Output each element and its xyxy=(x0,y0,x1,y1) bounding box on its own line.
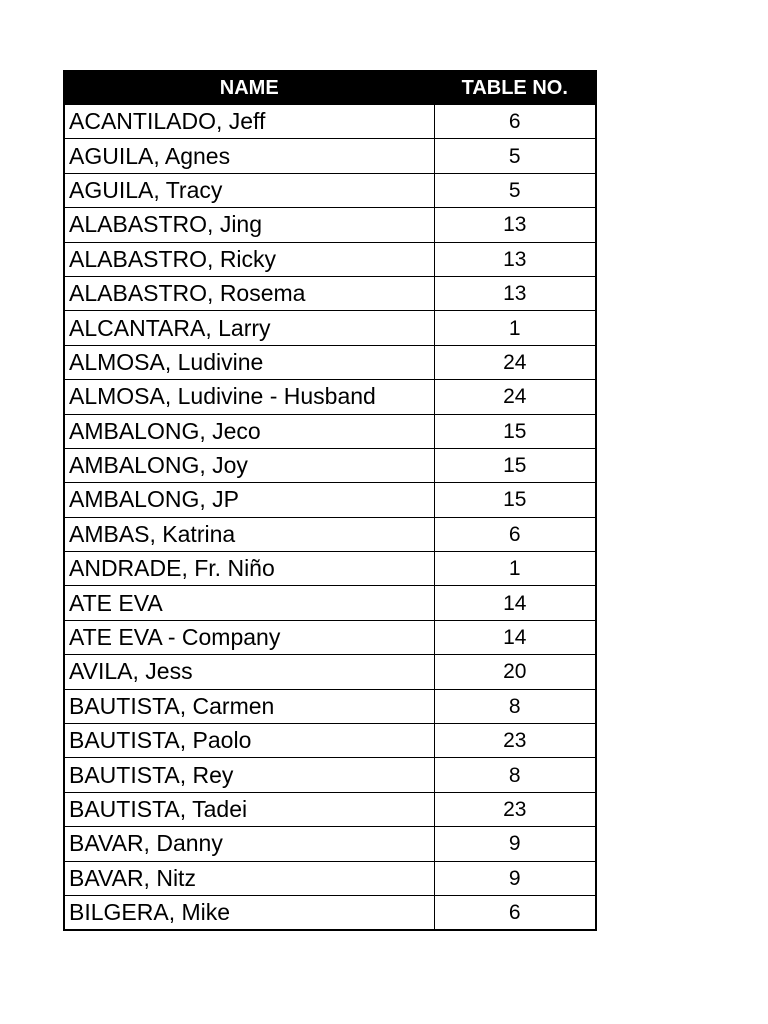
table-number-cell: 13 xyxy=(434,208,596,242)
guest-name-cell: ACANTILADO, Jeff xyxy=(64,105,434,139)
guest-name-cell: BAUTISTA, Rey xyxy=(64,758,434,792)
guest-name-cell: AVILA, Jess xyxy=(64,655,434,689)
table-row xyxy=(64,208,596,242)
guest-name-cell: AMBALONG, Jeco xyxy=(64,414,434,448)
guest-name-cell: ALABASTRO, Rosema xyxy=(64,276,434,310)
table-row xyxy=(64,414,596,448)
table-number-cell: 5 xyxy=(434,173,596,207)
table-row xyxy=(64,620,596,654)
table-number-cell: 13 xyxy=(434,242,596,276)
guest-name-cell: AMBAS, Katrina xyxy=(64,517,434,551)
table-row xyxy=(64,517,596,551)
guest-name-cell: AMBALONG, Joy xyxy=(64,448,434,482)
guest-name-cell: BAVAR, Danny xyxy=(64,827,434,861)
guest-name-cell: BILGERA, Mike xyxy=(64,895,434,930)
table-number-cell: 14 xyxy=(434,586,596,620)
guest-name-cell: ALABASTRO, Ricky xyxy=(64,242,434,276)
guest-name-cell: ATE EVA xyxy=(64,586,434,620)
table-row xyxy=(64,655,596,689)
table-number-cell: 23 xyxy=(434,724,596,758)
name-column-header: NAME xyxy=(64,71,434,105)
table-no-column-header: TABLE NO. xyxy=(434,71,596,105)
table-number-cell: 9 xyxy=(434,861,596,895)
table-number-cell: 14 xyxy=(434,620,596,654)
table-number-cell: 8 xyxy=(434,689,596,723)
guest-name-cell: ALCANTARA, Larry xyxy=(64,311,434,345)
table-number-cell: 15 xyxy=(434,414,596,448)
table-row xyxy=(64,105,596,139)
table-number-cell: 6 xyxy=(434,517,596,551)
guest-name-cell: AGUILA, Tracy xyxy=(64,173,434,207)
table-number-cell: 9 xyxy=(434,827,596,861)
table-row xyxy=(64,689,596,723)
table-row xyxy=(64,895,596,930)
table-row xyxy=(64,242,596,276)
table-number-cell: 6 xyxy=(434,105,596,139)
table-row xyxy=(64,552,596,586)
table-number-cell: 6 xyxy=(434,895,596,930)
table-row xyxy=(64,861,596,895)
table-number-cell: 15 xyxy=(434,448,596,482)
guest-name-cell: BAUTISTA, Tadei xyxy=(64,792,434,826)
table-row xyxy=(64,483,596,517)
table-number-cell: 1 xyxy=(434,552,596,586)
guest-name-cell: ALMOSA, Ludivine - Husband xyxy=(64,380,434,414)
table-number-cell: 8 xyxy=(434,758,596,792)
table-number-cell: 1 xyxy=(434,311,596,345)
guest-name-cell: ALMOSA, Ludivine xyxy=(64,345,434,379)
guest-name-cell: ATE EVA - Company xyxy=(64,620,434,654)
table-header xyxy=(64,71,596,105)
table-row xyxy=(64,448,596,482)
table-number-cell: 24 xyxy=(434,380,596,414)
table-row xyxy=(64,276,596,310)
table-number-cell: 20 xyxy=(434,655,596,689)
header-row xyxy=(64,71,596,105)
table-row xyxy=(64,827,596,861)
table-number-cell: 15 xyxy=(434,483,596,517)
table-row xyxy=(64,380,596,414)
guest-name-cell: AMBALONG, JP xyxy=(64,483,434,517)
seating-table xyxy=(63,70,597,931)
table-row xyxy=(64,724,596,758)
guest-name-cell: ANDRADE, Fr. Niño xyxy=(64,552,434,586)
guest-name-cell: ALABASTRO, Jing xyxy=(64,208,434,242)
guest-name-cell: BAUTISTA, Carmen xyxy=(64,689,434,723)
table-number-cell: 23 xyxy=(434,792,596,826)
table-row xyxy=(64,345,596,379)
guest-name-cell: BAUTISTA, Paolo xyxy=(64,724,434,758)
table-body xyxy=(64,105,596,931)
guest-name-cell: AGUILA, Agnes xyxy=(64,139,434,173)
table-row xyxy=(64,173,596,207)
table-number-cell: 24 xyxy=(434,345,596,379)
table-number-cell: 5 xyxy=(434,139,596,173)
table-row xyxy=(64,586,596,620)
guest-name-cell: BAVAR, Nitz xyxy=(64,861,434,895)
table-row xyxy=(64,758,596,792)
table-row xyxy=(64,139,596,173)
table-row xyxy=(64,311,596,345)
table-number-cell: 13 xyxy=(434,276,596,310)
table-row xyxy=(64,792,596,826)
